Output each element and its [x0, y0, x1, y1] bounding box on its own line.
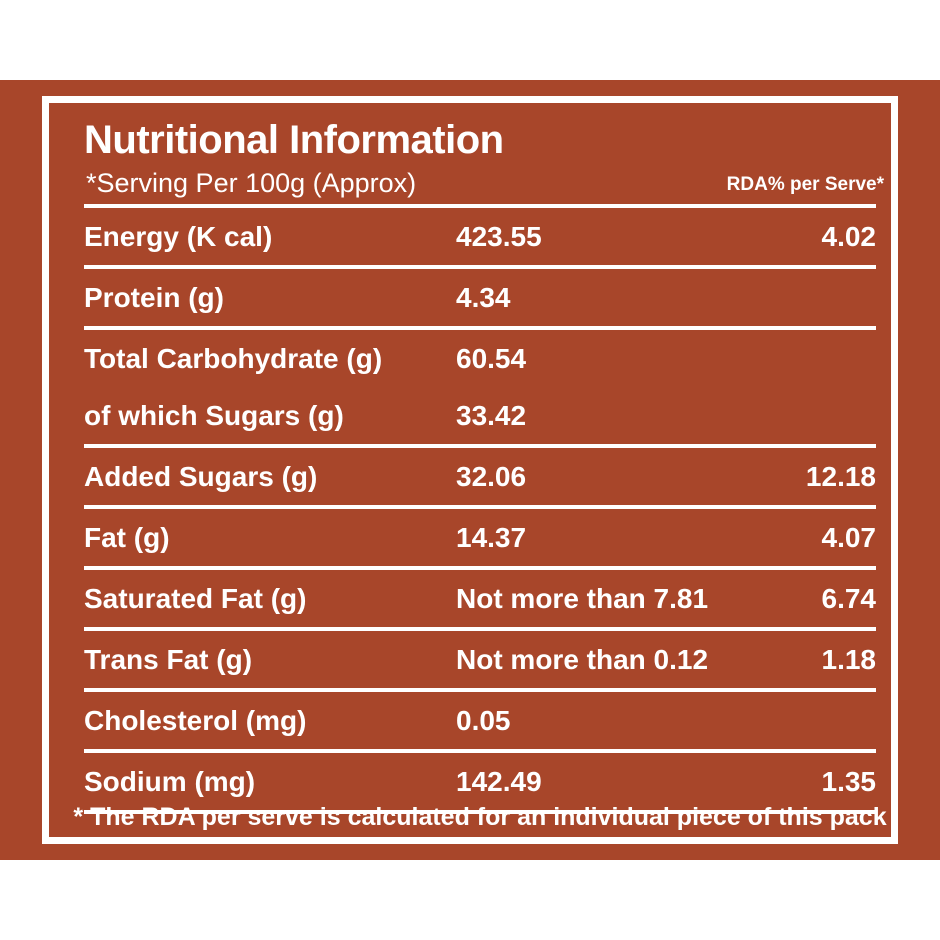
- nutrient-name: Protein (g): [84, 267, 456, 328]
- nutrient-amount: 33.42: [456, 387, 756, 446]
- table-row: [84, 568, 876, 629]
- nutrient-rda: [756, 387, 876, 446]
- nutrient-name: Sodium (mg): [84, 751, 456, 812]
- nutrient-rda: 12.18: [756, 446, 876, 507]
- nutrient-name: Total Carbohydrate (g): [84, 342, 383, 374]
- nutrient-name: Trans Fat (g): [84, 629, 456, 690]
- page-title: Nutritional Information: [84, 118, 504, 162]
- nutrition-panel: [0, 80, 940, 860]
- rda-column-header: RDA% per Serve*: [726, 174, 884, 195]
- nutrition-content: [84, 120, 884, 820]
- serving-note: *Serving Per 100g (Approx): [86, 168, 417, 198]
- nutrient-amount: 0.05: [456, 690, 756, 751]
- nutrient-amount: Not more than 7.81: [456, 568, 756, 629]
- nutrient-name: Fat (g): [84, 507, 456, 568]
- nutrient-name: Added Sugars (g): [84, 446, 456, 507]
- table-row: [84, 206, 876, 267]
- nutrient-name: Saturated Fat (g): [84, 568, 456, 629]
- subheader-row: [84, 166, 884, 200]
- nutrient-amount: 4.34: [456, 267, 756, 328]
- nutrient-name: Energy (K cal): [84, 206, 456, 267]
- nutrient-rda: 1.18: [756, 629, 876, 690]
- nutrient-amount: 142.49: [456, 751, 756, 812]
- nutrient-rda: 4.07: [756, 507, 876, 568]
- table-row: [84, 690, 876, 751]
- nutrient-rda: [756, 267, 876, 328]
- nutrient-name: of which Sugars (g): [84, 387, 456, 446]
- nutrient-name: Cholesterol (mg): [84, 690, 456, 751]
- footnote: * The RDA per serve is calculated for an individual piece of this pack: [73, 803, 887, 831]
- nutrition-table-body: [84, 206, 876, 812]
- nutrient-rda: [756, 328, 876, 387]
- table-row: [84, 387, 876, 446]
- nutrient-amount: 14.37: [456, 507, 756, 568]
- table-row: [84, 629, 876, 690]
- nutrition-table: [84, 204, 876, 814]
- nutrient-amount: Not more than 0.12: [456, 629, 756, 690]
- table-row: [84, 446, 876, 507]
- nutrient-amount: 32.06: [456, 446, 756, 507]
- nutrient-rda: 4.02: [756, 206, 876, 267]
- nutrient-amount: 60.54: [456, 342, 527, 374]
- table-row: [84, 267, 876, 328]
- table-row: [84, 328, 876, 387]
- nutrient-rda: 1.35: [756, 751, 876, 812]
- nutrient-rda: 6.74: [756, 568, 876, 629]
- table-row: [84, 507, 876, 568]
- nutrient-amount: 423.55: [456, 206, 756, 267]
- nutrient-rda: [756, 690, 876, 751]
